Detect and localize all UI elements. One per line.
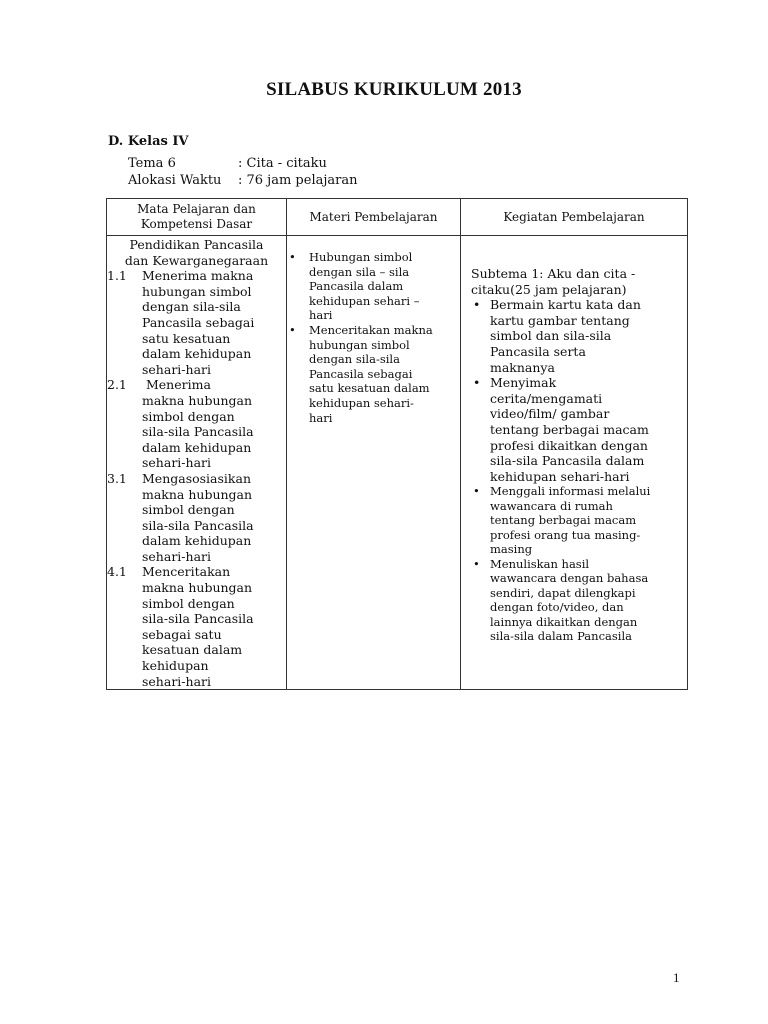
materi-cell	[287, 236, 461, 690]
subject-name: Pendidikan Pancasila dan Kewarganegaraan	[124, 237, 269, 268]
kegiatan-cell	[461, 236, 688, 690]
list-item: • Menuliskan hasil wawancara dengan bahasa sendiri, dapat dilengkapi dengan foto/video, dan lainnya dikaitkan dengan sila-sila dalam Pancasila	[490, 557, 683, 644]
document-title: SILABUS KURIKULUM 2013	[266, 79, 522, 100]
competency-item: 2.1 Menerima makna hubungan simbol dengan sila-sila Pancasila dalam kehidupan sehari-hari	[107, 377, 254, 471]
list-item: • Bermain kartu kata dan kartu gambar tentang simbol dan sila-sila Pancasila serta maknanya	[490, 297, 683, 375]
syllabus-table	[106, 198, 688, 690]
info-row-time	[128, 172, 357, 189]
section-heading: D. Kelas IV	[108, 134, 189, 149]
competency-number: 1.1	[107, 268, 127, 284]
list-item: • Menggali informasi melalui wawancara di rumah tentang berbagai macam profesi orang tua masing- masing	[490, 484, 683, 557]
info-row-theme	[128, 155, 357, 172]
competency-item: 4.1 Menceritakan makna hubungan simbol dengan sila-sila Pancasila sebagai satu kesatuan dalam kehidupan sehari-hari	[107, 564, 254, 689]
materi-list	[287, 236, 460, 425]
info-value: : Cita - citaku	[238, 156, 327, 171]
theme-info	[128, 155, 357, 189]
list-item: • Menyimak cerita/mengamati video/film/ gambar tentang berbagai macam profesi dikaitkan dengan sila-sila Pancasila dalam kehidupan sehari-hari	[490, 375, 683, 484]
competency-cell	[107, 236, 287, 690]
list-item: • Hubungan simbol dengan sila – sila Pancasila dalam kehidupan sehari – hari	[309, 250, 456, 323]
info-key: Alokasi Waktu	[128, 173, 222, 188]
table-header-row	[107, 199, 688, 236]
competency-number: 4.1	[107, 564, 127, 580]
competency-number: 2.1	[107, 377, 127, 393]
subtema-heading: Subtema 1: Aku dan cita - citaku(25 jam pelajaran)	[471, 266, 636, 297]
table-row	[107, 236, 688, 690]
list-item: • Menceritakan makna hubungan simbol dengan sila-sila Pancasila sebagai satu kesatuan dalam kehidupan sehari- hari	[309, 323, 456, 425]
header-subject-competency: Mata Pelajaran dan Kompetensi Dasar	[107, 199, 287, 236]
header-materi: Materi Pembelajaran	[287, 199, 461, 236]
competency-item: 1.1 Menerima makna hubungan simbol dengan sila-sila Pancasila sebagai satu kesatuan dalam kehidupan sehari-hari	[107, 268, 255, 377]
competency-number: 3.1	[107, 470, 127, 486]
header-kegiatan: Kegiatan Pembelajaran	[461, 199, 688, 236]
page-number: 1	[673, 970, 680, 985]
info-key: Tema 6	[128, 156, 176, 171]
competency-item: 3.1 Mengasosiasikan makna hubungan simbol dengan sila-sila Pancasila dalam kehidupan sehari-hari	[107, 470, 254, 564]
info-value: : 76 jam pelajaran	[238, 173, 358, 188]
kegiatan-list	[461, 297, 687, 644]
